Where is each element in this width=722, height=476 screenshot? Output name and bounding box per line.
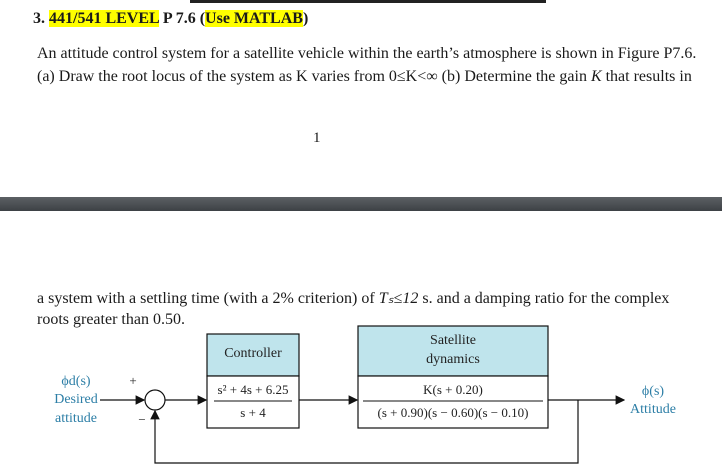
p1-line2-k: K <box>590 68 602 85</box>
satellite-title-2: dynamics <box>426 352 480 367</box>
output-symbol: ϕ(s) <box>641 384 665 399</box>
output-label: Attitude <box>630 402 676 417</box>
input-label-desired: Desired <box>54 392 98 407</box>
plus-sign: + <box>129 373 137 388</box>
matlab-close-paren: ) <box>302 10 309 27</box>
problem-header <box>33 9 308 29</box>
p1-line2-b: that results in <box>601 68 692 85</box>
course-level: 441/541 LEVEL <box>49 10 159 27</box>
matlab-note: Use MATLAB <box>205 10 303 27</box>
p2-settling-time: Tₛ≤12 <box>378 290 419 307</box>
matlab-open-paren: ( <box>199 10 206 27</box>
satellite-numerator: K(s + 0.20) <box>423 382 483 397</box>
minus-sign: − <box>138 412 146 427</box>
p2-line1-b: s. and a damping ratio for the complex <box>418 290 670 307</box>
paragraph1-line1: An attitude control system for a satellite vehicle within the earth’s atmosphere is shown in Figure P7.6. <box>37 45 697 62</box>
problem-number: 3. <box>33 10 45 27</box>
input-symbol: ϕd(s) <box>61 374 91 389</box>
paragraph2-line2: roots greater than 0.50. <box>37 311 185 328</box>
controller-title: Controller <box>224 346 282 361</box>
paragraph1-line2 <box>37 67 692 87</box>
satellite-denominator: (s + 0.90)(s − 0.60)(s − 0.10) <box>377 405 529 420</box>
problem-id: P 7.6 <box>162 10 196 27</box>
controller-numerator: s² + 4s + 6.25 <box>217 382 289 397</box>
input-label-attitude: attitude <box>55 411 97 426</box>
block-diagram <box>0 320 722 471</box>
p2-line1-a: a system with a settling time (with a 2% criterion) of <box>37 290 379 307</box>
paragraph2-line1 <box>37 289 669 309</box>
summing-junction <box>145 390 165 410</box>
p1-line2-a: (a) Draw the root locus of the system as K varies from 0≤K<∞ (b) Determine the gain <box>37 68 591 85</box>
page-separator <box>0 197 722 211</box>
controller-denominator: s + 4 <box>240 405 266 420</box>
page-number: 1 <box>313 130 321 146</box>
satellite-title-1: Satellite <box>430 333 476 348</box>
top-rule <box>190 0 546 3</box>
